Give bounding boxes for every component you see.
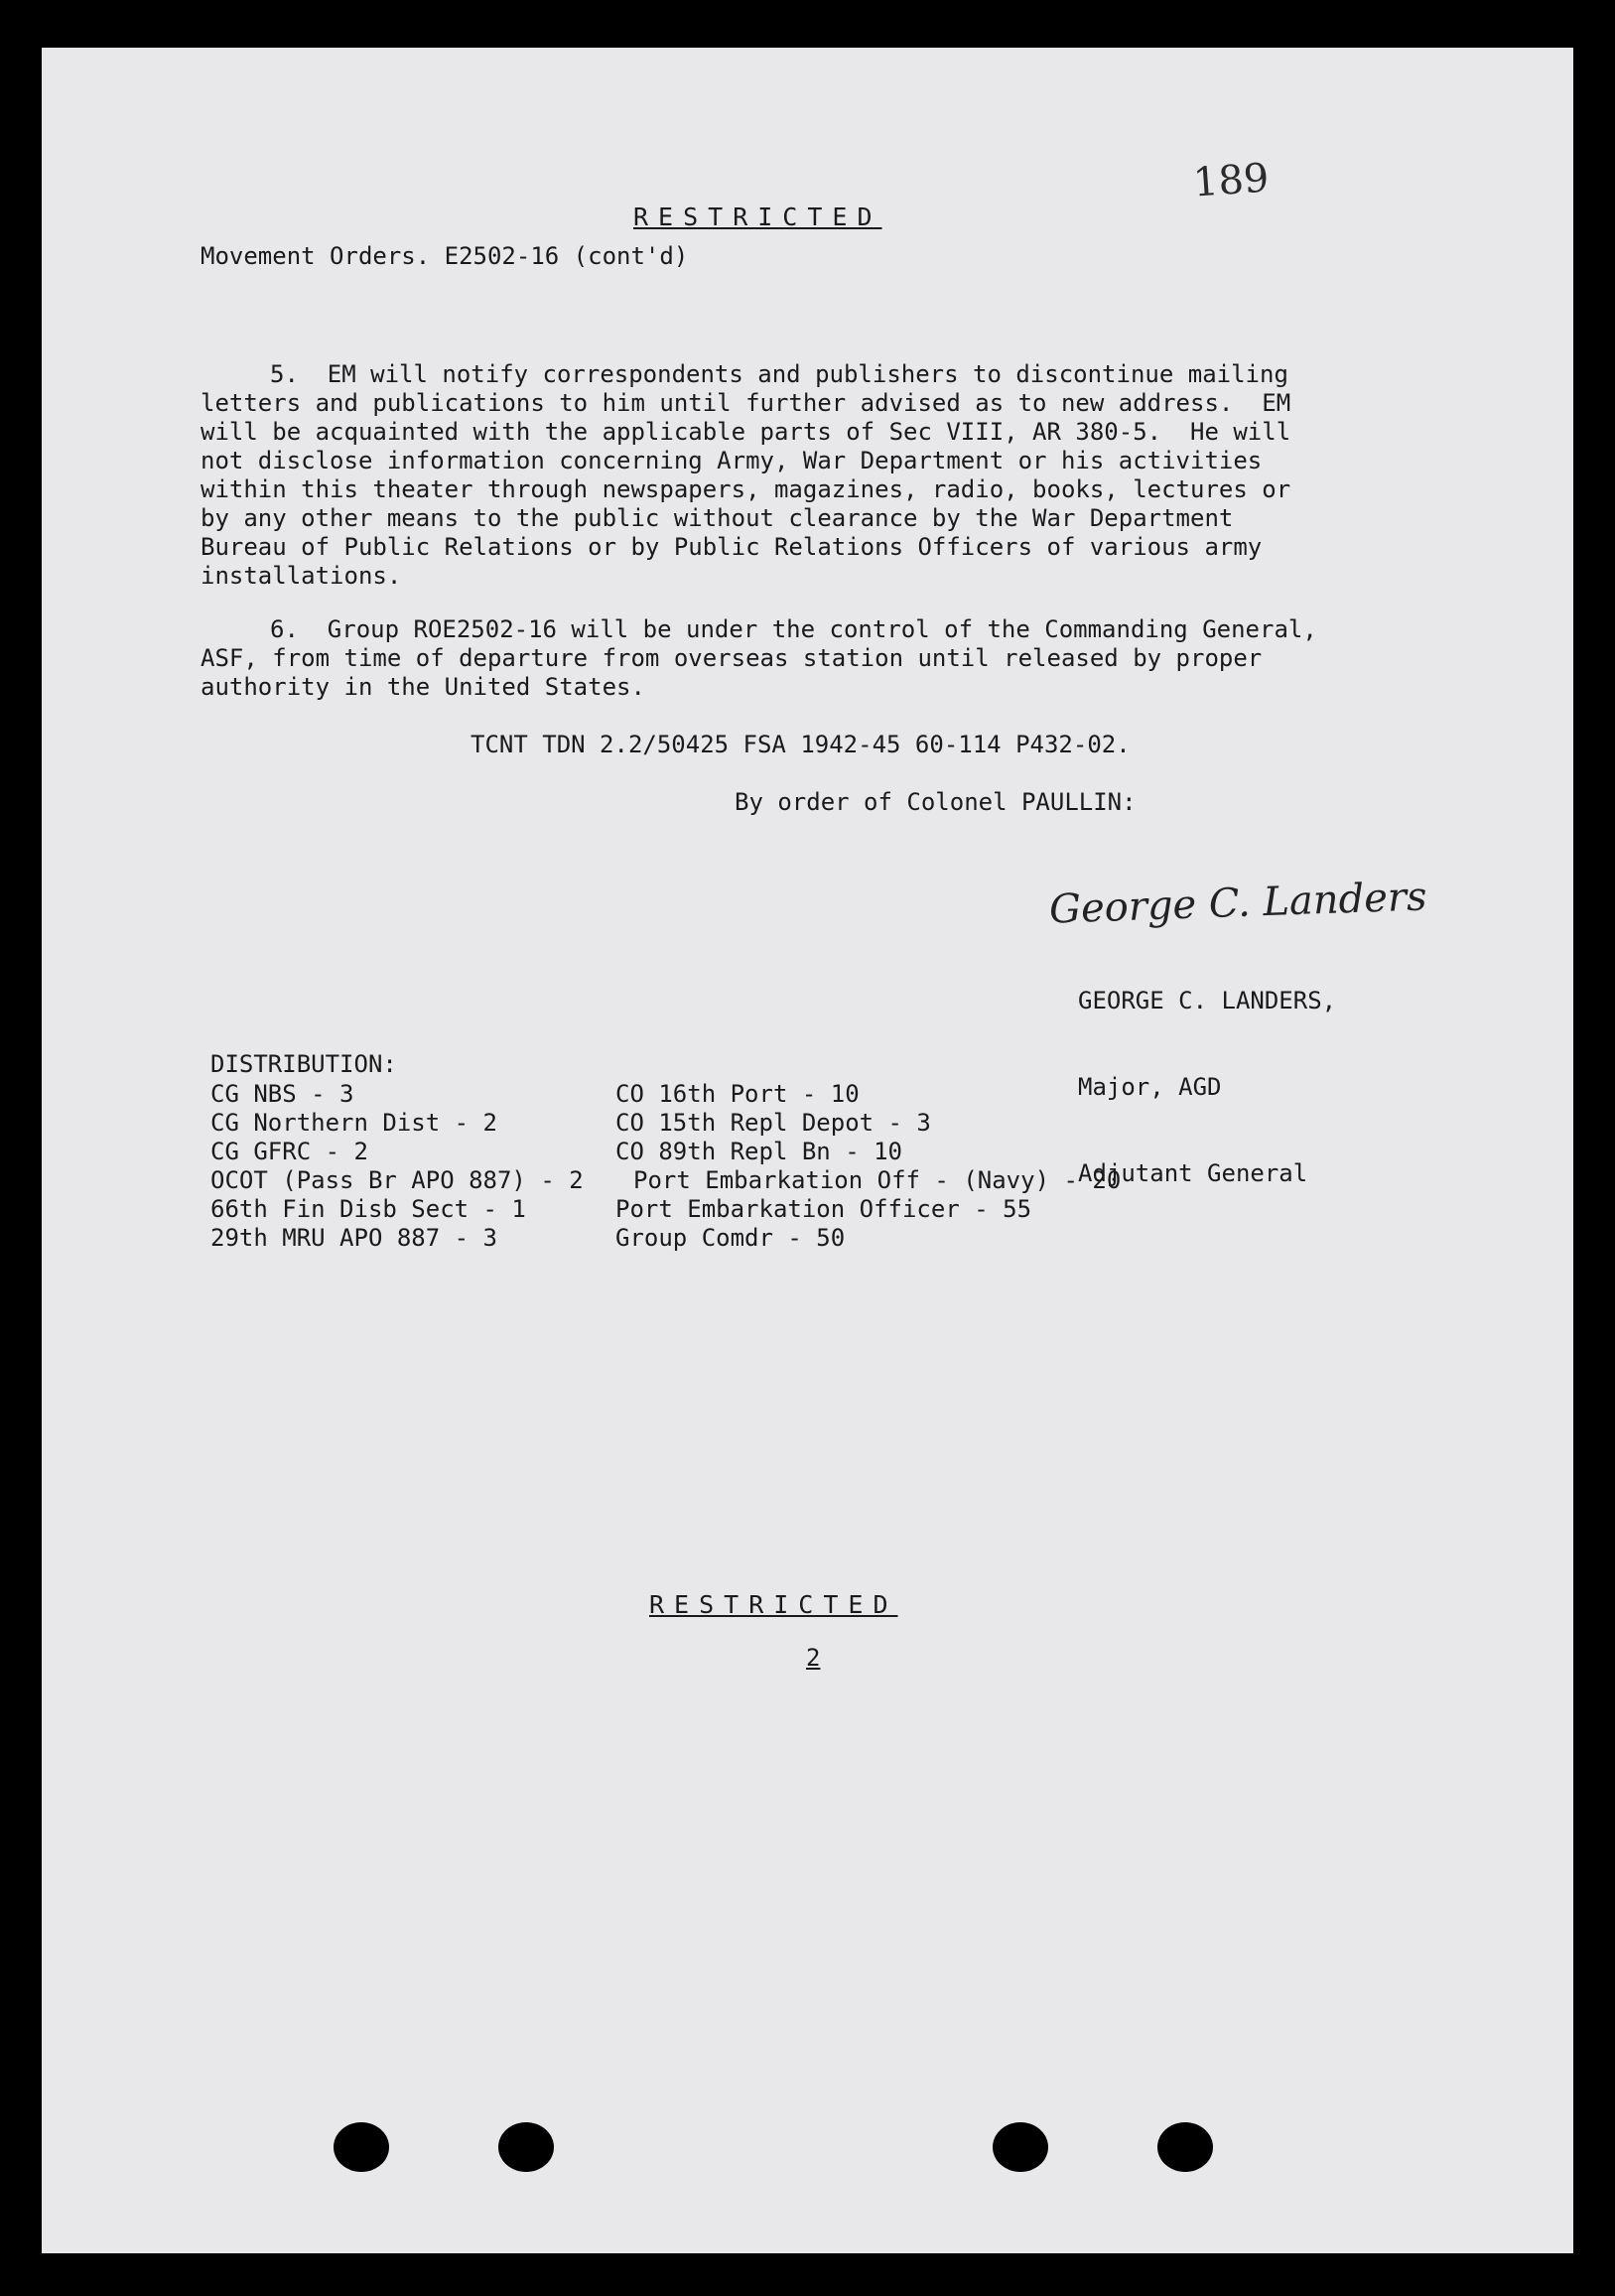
tcnt-line: TCNT TDN 2.2/50425 FSA 1942-45 60-114 P432-02. <box>471 731 1131 758</box>
page-stamp-number: 189 <box>1191 155 1271 206</box>
page-number: 2 <box>806 1644 821 1672</box>
distribution-item: CG Northern Dist - 2 <box>210 1109 497 1137</box>
by-order-line: By order of Colonel PAULLIN: <box>735 788 1137 816</box>
distribution-item: OCOT (Pass Br APO 887) - 2 <box>210 1166 584 1194</box>
punch-hole <box>334 2122 389 2172</box>
punch-hole <box>993 2122 1048 2172</box>
restricted-header: RESTRICTED <box>633 203 882 231</box>
distribution-item: CO 15th Repl Depot - 3 <box>615 1109 931 1137</box>
paragraph-5-line: installations. <box>201 562 402 590</box>
paragraph-5-line: by any other means to the public without clearance by the War Department <box>201 504 1234 532</box>
signer-title: Adjutant General <box>1078 1159 1308 1187</box>
document-page <box>42 48 1573 2253</box>
paragraph-6-line: authority in the United States. <box>201 673 645 701</box>
distribution-item: CG GFRC - 2 <box>210 1138 368 1165</box>
distribution-left-column <box>210 1080 584 1253</box>
restricted-footer: RESTRICTED <box>649 1590 898 1619</box>
subject-line: Movement Orders. E2502-16 (cont'd) <box>201 242 689 270</box>
handwritten-signature: George C. Landers <box>1048 874 1428 933</box>
paragraph-5-line: letters and publications to him until further advised as to new address. EM <box>201 389 1291 417</box>
distribution-right-column <box>615 1080 1121 1253</box>
paragraph-6-line: 6. Group ROE2502-16 will be under the control of the Commanding General, <box>270 615 1317 643</box>
distribution-item: CO 16th Port - 10 <box>615 1080 860 1108</box>
paragraph-5-line: 5. EM will notify correspondents and publishers to discontinue mailing <box>270 360 1288 388</box>
paragraph-5-line: Bureau of Public Relations or by Public Relations Officers of various army <box>201 533 1263 561</box>
paragraph-6 <box>201 615 1471 702</box>
distribution-item: CO 89th Repl Bn - 10 <box>615 1138 902 1165</box>
signer-name: GEORGE C. LANDERS, <box>1078 987 1337 1014</box>
distribution-item: Port Embarkation Officer - 55 <box>615 1195 1032 1223</box>
paragraph-5-line: not disclose information concerning Army, War Department or his activities <box>201 447 1263 474</box>
punch-hole <box>498 2122 554 2172</box>
distribution-item: CG NBS - 3 <box>210 1080 354 1108</box>
distribution-item: 29th MRU APO 887 - 3 <box>210 1224 497 1252</box>
paragraph-5-line: will be acquainted with the applicable parts of Sec VIII, AR 380-5. He will <box>201 418 1291 446</box>
paragraph-5-line: within this theater through newspapers, magazines, radio, books, lectures or <box>201 475 1291 503</box>
paragraph-5 <box>201 360 1471 591</box>
distribution-title: DISTRIBUTION: <box>210 1050 397 1078</box>
punch-hole <box>1157 2122 1213 2172</box>
distribution-item: 66th Fin Disb Sect - 1 <box>210 1195 526 1223</box>
distribution-item: Group Comdr - 50 <box>615 1224 846 1252</box>
signer-rank: Major, AGD <box>1078 1073 1222 1101</box>
paragraph-6-line: ASF, from time of departure from overseas station until released by proper <box>201 644 1263 672</box>
distribution-item: Port Embarkation Off - (Navy) - 20 <box>633 1166 1122 1194</box>
